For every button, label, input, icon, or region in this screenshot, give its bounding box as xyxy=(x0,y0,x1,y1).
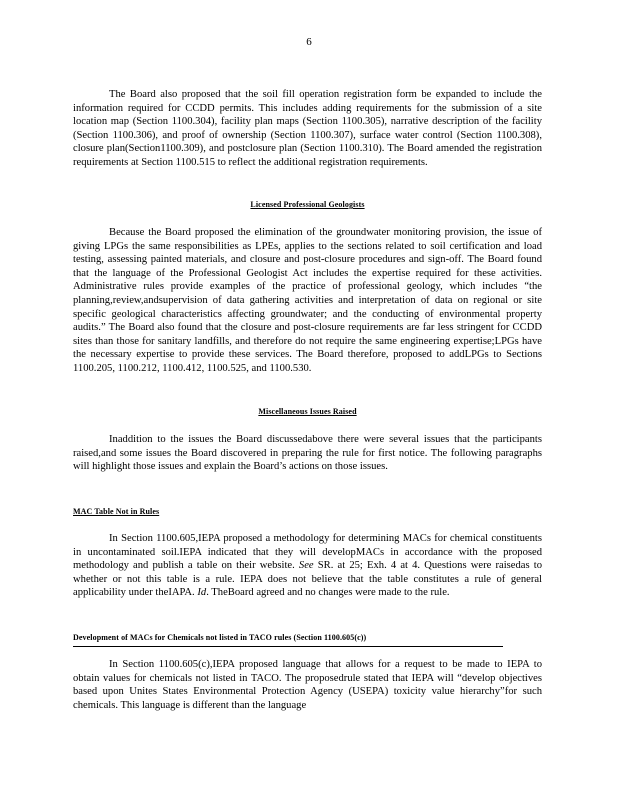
paragraph-development-of-macs: In Section 1100.605(c),IEPA proposed language that allows for a request to be made to IEPA to obtain values for chemicals not listed in TACO. The proposedrule stated that IEPA will “develop objectives based upon Unites States Environmental Protection Agency (USEPA) toxicity value hierarchy”for such chemicals. This language is different than the language xyxy=(73,659,542,711)
section-misc-body xyxy=(73,433,542,474)
paragraph-misc-issues-intro: Inaddition to the issues the Board discussedabove there were several issues that the participants raised,and some issues the Board discovered in preparing the rule for first notice. The following paragraphs will highlight those issues and explain the Board’s actions on those issues. xyxy=(73,434,542,473)
mac-text-part-a: In Section 1100.605,IEPA proposed a methodology for determining MACs for chemical constituents in uncontaminated soil.IEPA indicated that they will developMACs in accordance with the proposed methodology and publish a table on their website. xyxy=(73,533,542,572)
citation-id: Id xyxy=(197,587,207,599)
section-development-body xyxy=(73,658,542,712)
mac-text-part-b: SR. at 25; Exh. 4 at 4. Questions were raisedas to whether or not this table is a rule. IEPA does not believe that the table constitutes a rule of general applicability under theIAPA. xyxy=(73,560,542,599)
section-mac-table xyxy=(73,505,542,519)
heading-miscellaneous-issues-raised: Miscellaneous Issues Raised xyxy=(258,407,357,416)
section-licensed-geologists xyxy=(73,198,542,212)
section-misc-issues xyxy=(73,405,542,419)
section-mac-body xyxy=(73,532,542,600)
section-development-macs xyxy=(73,631,542,647)
paragraph-soil-fill-registration: The Board also proposed that the soil fill operation registration form be expanded to include the information required for CCDD permits. This includes adding requirements for the submission of a site location map (Section 1100.304), facility plan maps (Section 1100.305), narrative description of the facility (Section 1100.306), and proof of ownership (Section 1100.307), surface water control (Section 1100.308), closure plan(Section1100.309), and postclosure plan (Section 1100.310). The Board amended the registration requirements at Section 1100.515 to reflect the additional registration requirements. xyxy=(73,89,542,168)
section-soil-fill xyxy=(73,88,542,170)
mac-text-part-c: . TheBoard agreed and no changes were made to the rule. xyxy=(206,587,450,599)
paragraph-mac-table xyxy=(73,532,542,600)
heading-licensed-professional-geologists: Licensed Professional Geologists xyxy=(250,200,365,209)
section-lpg-body xyxy=(73,226,542,376)
page-number: 6 xyxy=(306,36,312,48)
paragraph-lpg-responsibilities: Because the Board proposed the elimination of the groundwater monitoring provision, the issue of giving LPGs the same responsibilities as LPEs, applies to the sections related to soil certification and load testing, assessing painted materials, and closure and post-closure procedures and sign-off. The Board found that the language of the Professional Geologist Act includes the expertise required for these activities. Administrative rules provide examples of the practice of professional geology, which includes “the planning,review,andsupervision of data gathering activities and interpretation of data on regional or site specific geological characteristics affecting groundwater; and the conducting of environmental property audits.” The Board also found that the closure and post-closure requirements are far less stringent for CCDD sites than those for sanitary landfills, and therefore do not require the same engineering expertise;LPGs have the necessary expertise to provide these services. The Board therefore, proposed to addLPGs to Sections 1100.205, 1100.212, 1100.412, 1100.525, and 1100.530. xyxy=(73,227,542,374)
citation-see: See xyxy=(298,560,314,572)
heading-mac-table-not-in-rules: MAC Table Not in Rules xyxy=(73,507,160,516)
heading-development-of-macs: Development of MACs for Chemicals not listed in TACO rules (Section 1100.605(c)) xyxy=(73,631,503,647)
